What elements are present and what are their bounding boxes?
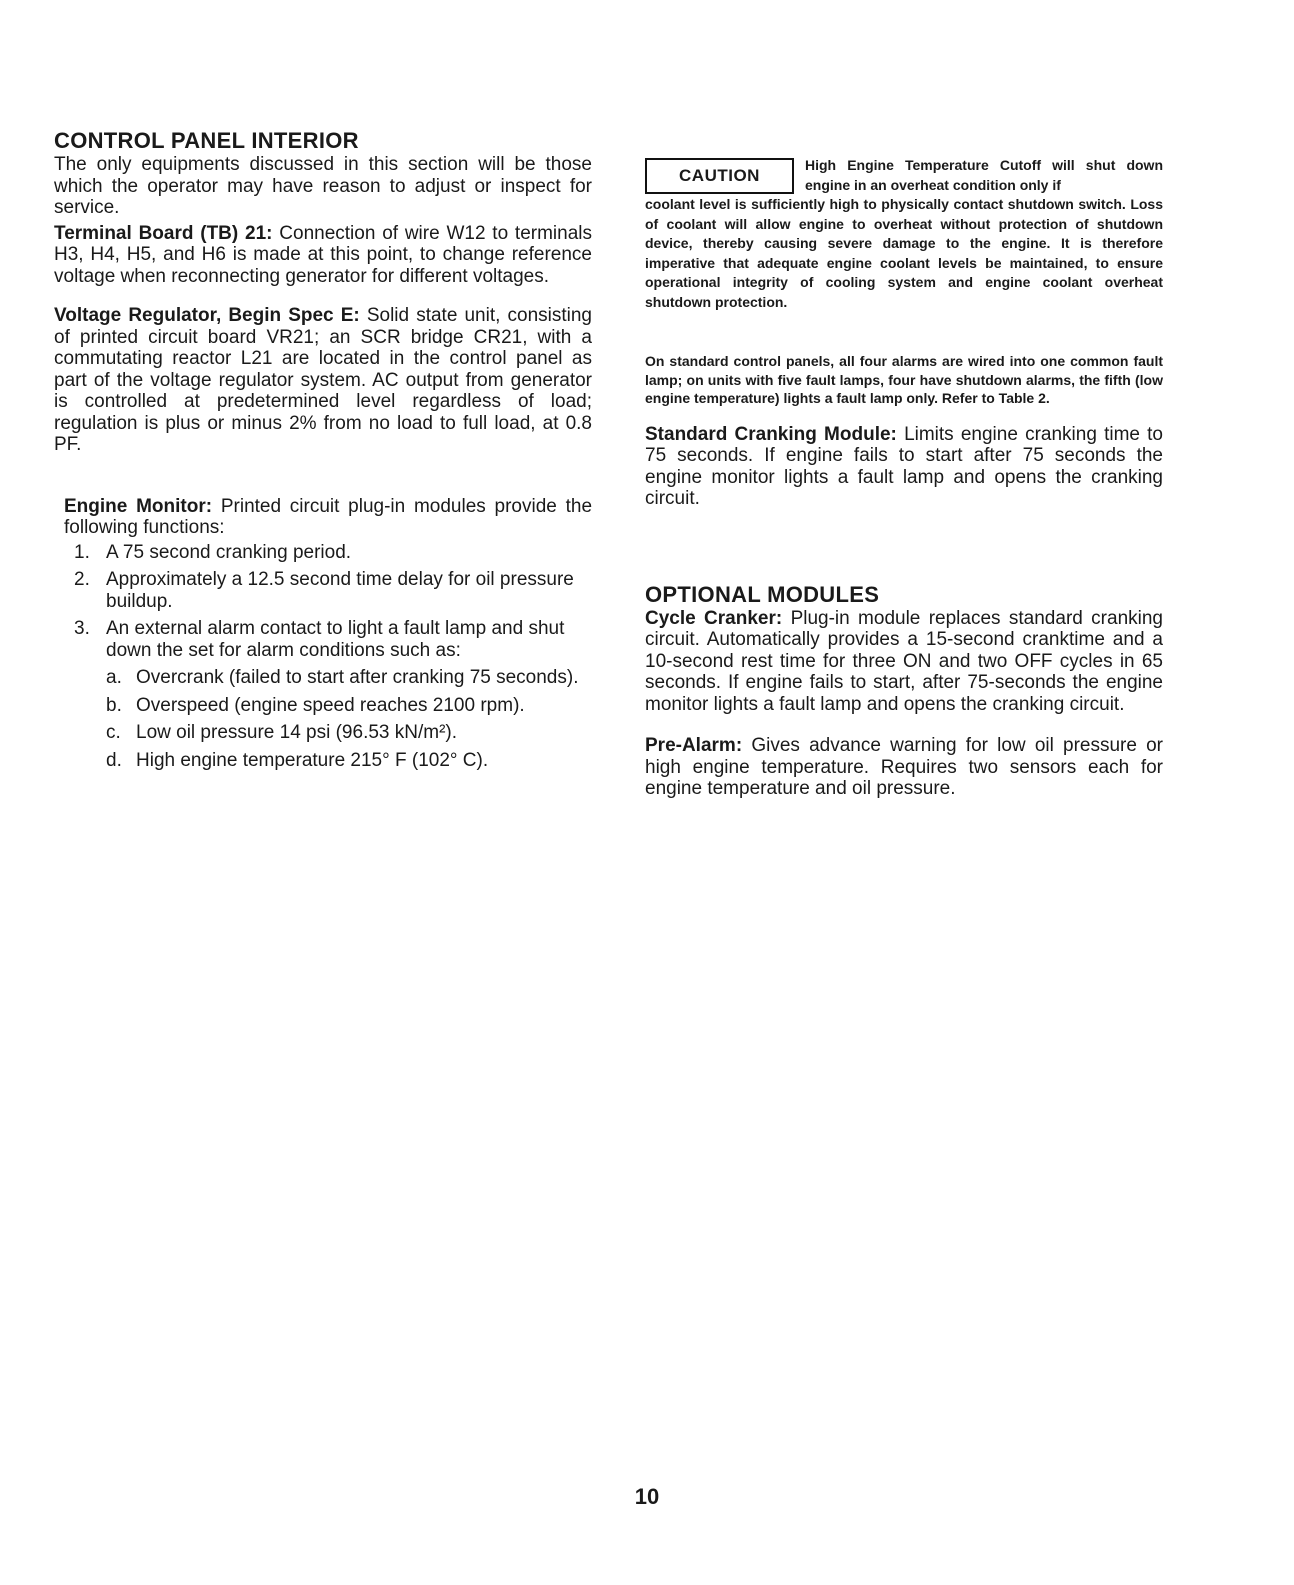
engine-monitor-list	[54, 542, 592, 772]
cycle-cranker-text: Plug-in module replaces standard cranking circuit. Automatically provides a 15-second cranktime and a 10-second rest time for three ON and two OFF cycles in 65 seconds. If engine fails to start, after 75-seconds the engine monitor lights a fault lamp and opens the cranking circuit.	[645, 607, 1164, 715]
list-subitem: c. Low oil pressure 14 psi (96.53 kN/m²).	[106, 722, 458, 743]
section-heading-optional-modules: OPTIONAL MODULES	[645, 581, 880, 607]
fault-lamp-note: On standard control panels, all four alarms are wired into one common fault lamp; on units with five fault lamps, four have shutdown alarms, the fifth (low engine temperature) lights a fault lamp only. Refer to Table 2.	[645, 353, 1163, 406]
list-item: 2. Approximately a 12.5 second time delay for oil pressure buildup.	[74, 569, 574, 612]
left-column	[54, 128, 592, 777]
standard-cranking-paragraph	[645, 424, 1163, 510]
tb21-lead: Terminal Board (TB) 21:	[54, 222, 273, 244]
cycle-cranker-paragraph	[645, 608, 1163, 716]
engine-monitor-paragraph	[54, 496, 592, 539]
engine-monitor-lead: Engine Monitor:	[64, 495, 213, 517]
pre-alarm-lead: Pre-Alarm:	[645, 735, 743, 756]
list-subitem: b. Overspeed (engine speed reaches 2100 rpm).	[106, 694, 525, 716]
pre-alarm-text: Gives advance warning for low oil pressure or high engine temperature. Requires two sensors each for engine temperature and oil pressure.	[645, 735, 1164, 799]
engine-monitor-text: Printed circuit plug-in modules provide the following functions:	[64, 495, 593, 538]
voltage-regulator-paragraph	[54, 305, 592, 456]
right-column	[645, 128, 1163, 800]
standard-cranking-text: Limits engine cranking time to 75 seconds. If engine fails to start after 75 seconds the engine monitor lights a fault lamp and opens the cranking circuit.	[645, 423, 1164, 509]
caution-rest: coolant level is sufficiently high to physically contact shutdown switch. Loss of coolant will allow engine to overheat without protection of shutdown device, thereby causing severe damage to the engine. It is therefore imperative that adequate engine coolant levels be maintained, to ensure operational integrity of cooling system and engine coolant overheat shutdown protection.	[645, 196, 1163, 310]
caution-badge: CAUTION	[645, 158, 794, 194]
tb21-paragraph	[54, 223, 592, 288]
list-item: 1. A 75 second cranking period.	[74, 541, 352, 563]
voltage-regulator-text: Solid state unit, consisting of printed circuit board VR21; an SCR bridge CR21, with a commutating reactor L21 are located in the control panel as part of the voltage regulator system. AC output from generator is controlled at predetermined level regardless of load; regulation is plus or minus 2% from no load to full load, at 0.8 PF.	[54, 305, 592, 455]
caution-first-line: High Engine Temperature Cutoff will shut down engine in an overheat condition only if	[805, 157, 1163, 193]
list-subitem: a. Overcrank (failed to start after cranking 75 seconds).	[106, 667, 579, 688]
pre-alarm-paragraph	[645, 735, 1163, 800]
caution-block	[645, 156, 1163, 312]
page-number: 10	[634, 1484, 660, 1509]
standard-cranking-lead: Standard Cranking Module:	[645, 423, 897, 445]
voltage-regulator-lead: Voltage Regulator, Begin Spec E:	[54, 305, 360, 326]
intro-paragraph: The only equipments discussed in this section will be those which the operator may have reason to adjust or inspect for service.	[54, 154, 592, 218]
list-subitem: d. High engine temperature 215° F (102° C).	[106, 749, 489, 771]
list-item: 3. An external alarm contact to light a fault lamp and shut down the set for alarm conditions such as:	[74, 618, 565, 661]
tb21-text: Connection of wire W12 to terminals H3, H4, H5, and H6 is made at this point, to change reference voltage when reconnecting generator for different voltages.	[54, 222, 593, 287]
cycle-cranker-lead: Cycle Cranker:	[645, 607, 783, 629]
section-heading-control-panel: CONTROL PANEL INTERIOR	[54, 128, 359, 153]
